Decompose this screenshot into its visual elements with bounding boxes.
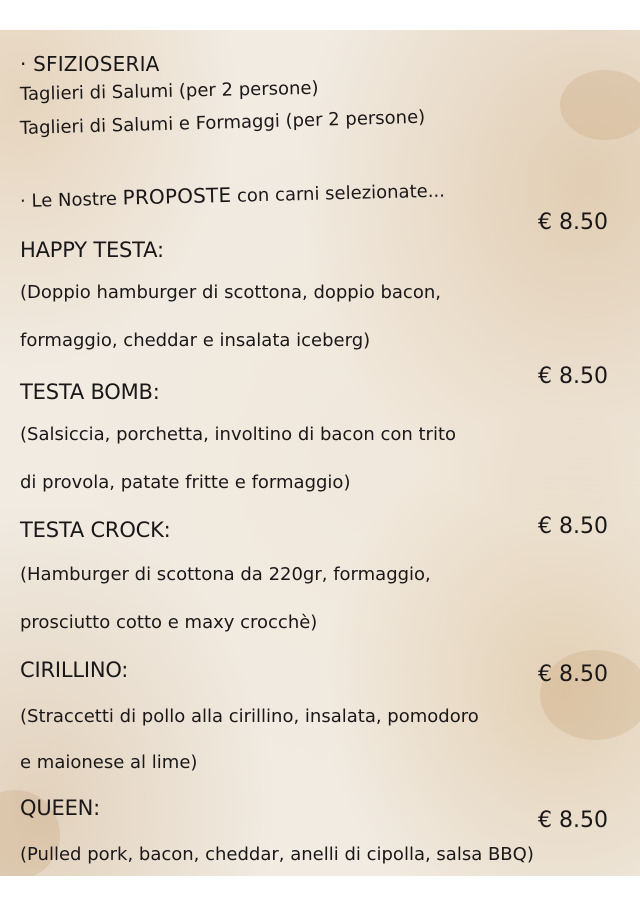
item-name: HAPPY TESTA: bbox=[20, 238, 164, 262]
menu-item: Taglieri di Salumi e Formaggi (per 2 persone) bbox=[19, 106, 426, 139]
item-description: (Straccetti di pollo alla cirillino, insalata, pomodoro bbox=[20, 706, 479, 727]
menu-page bbox=[0, 30, 640, 876]
item-name: TESTA BOMB: bbox=[20, 380, 160, 404]
item-description: formaggio, cheddar e insalata iceberg) bbox=[20, 330, 371, 351]
item-price: € 8.50 bbox=[538, 364, 608, 389]
item-price: € 8.50 bbox=[538, 210, 608, 235]
item-price: € 8.50 bbox=[538, 514, 608, 539]
item-price: € 8.50 bbox=[538, 808, 608, 833]
heading-emphasis: PROPOSTE bbox=[122, 182, 232, 210]
item-description: (Hamburger di scottona da 220gr, formaggio, bbox=[20, 564, 431, 585]
item-description: di provola, patate fritte e formaggio) bbox=[20, 472, 351, 493]
section-heading-sfizioseria: · SFIZIOSERIA bbox=[20, 52, 160, 76]
item-description: prosciutto cotto e maxy crocchè) bbox=[20, 612, 318, 633]
menu-item: Taglieri di Salumi (per 2 persone) bbox=[19, 77, 319, 105]
heading-suffix: con carni selezionate... bbox=[231, 180, 446, 207]
item-description: e maionese al lime) bbox=[20, 752, 198, 773]
item-description: (Salsiccia, porchetta, involtino di bacon con trito bbox=[20, 424, 457, 445]
item-name: CIRILLINO: bbox=[20, 658, 129, 682]
item-description: (Pulled pork, bacon, cheddar, anelli di cipolla, salsa BBQ) bbox=[20, 844, 534, 865]
item-description: (Doppio hamburger di scottona, doppio bacon, bbox=[20, 282, 441, 303]
item-price: € 8.50 bbox=[538, 662, 608, 687]
item-name: QUEEN: bbox=[20, 796, 101, 820]
item-name: TESTA CROCK: bbox=[20, 518, 171, 542]
section-heading-proposte bbox=[20, 178, 445, 212]
heading-prefix: · Le Nostre bbox=[19, 188, 123, 212]
paper-stain bbox=[560, 70, 640, 140]
